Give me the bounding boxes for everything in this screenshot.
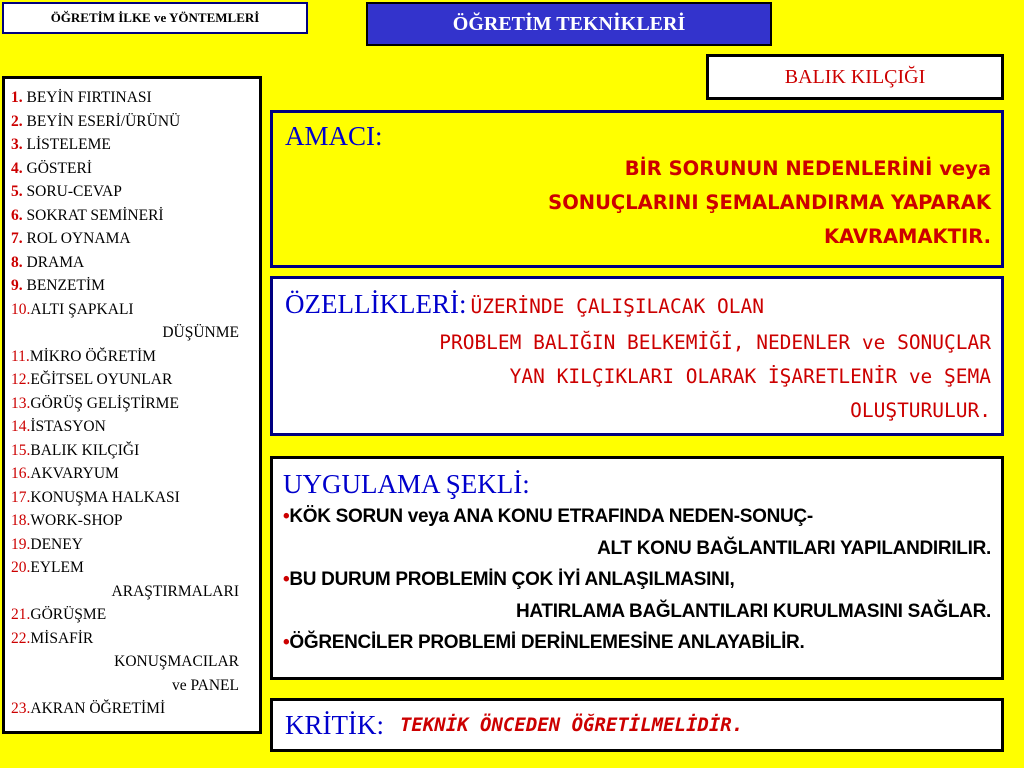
list-item: 8. DRAMA <box>11 253 85 271</box>
critical-box <box>270 698 1004 752</box>
list-item: 13.GÖRÜŞ GELİŞTİRME <box>11 394 179 412</box>
features-heading: ÖZELLİKLERİ: <box>285 289 467 319</box>
list-item: 5. SORU-CEVAP <box>11 183 122 200</box>
bullet-continuation: HATIRLAMA BAĞLANTILARI KURULMASINI SAĞLAR. <box>515 600 991 622</box>
list-item: 3. LİSTELEME <box>11 136 111 153</box>
list-item: 9. BENZETİM <box>11 277 105 294</box>
list-item: 6. SOKRAT SEMİNERİ <box>11 206 164 224</box>
list-item: 14.İSTASYON <box>11 418 106 435</box>
features-text: ÜZERİNDE ÇALIŞILACAK OLAN <box>470 295 764 318</box>
list-item: 7. ROL OYNAMA <box>11 230 131 247</box>
list-item: 1. BEYİN FIRTINASI <box>11 89 152 106</box>
list-item: 16.AKVARYUM <box>11 465 119 482</box>
list-item: 11.MİKRO ÖĞRETİM <box>11 347 156 365</box>
list-item: 15.BALIK KILÇIĞI <box>11 441 140 459</box>
page-subtitle: BALIK KILÇIĞI <box>784 65 926 88</box>
bullet-continuation: ALT KONU BAĞLANTILARI YAPILANDIRILIR. <box>597 537 991 559</box>
list-item: 18.WORK-SHOP <box>11 512 123 529</box>
list-item: 20.EYLEM ARAŞTIRMALARI <box>11 559 239 600</box>
list-item: 23.AKRAN ÖĞRETİMİ <box>11 700 166 717</box>
bullet-icon: • <box>283 632 290 653</box>
list-item: 21.GÖRÜŞME <box>11 606 107 623</box>
application-box <box>270 456 1004 680</box>
section-label: ÖĞRETİM İLKE ve YÖNTEMLERİ <box>50 10 260 25</box>
list-item: 22.MİSAFİR KONUŞMACILAR ve PANEL <box>11 629 239 694</box>
list-item: 10.ALTI ŞAPKALI DÜŞÜNME <box>11 300 239 341</box>
list-item: 12.EĞİTSEL OYUNLAR <box>11 371 173 388</box>
section-label-box <box>2 2 308 34</box>
critical-text: TEKNİK ÖNCEDEN ÖĞRETİLMELİDİR. <box>399 714 744 736</box>
list-item: 4. GÖSTERİ <box>11 159 92 177</box>
features-box <box>270 276 1004 436</box>
bullet-item: •ÖĞRENCİLER PROBLEMİ DERİNLEMESİNE ANLAYABİLİR. <box>283 632 805 653</box>
technique-list-box <box>2 76 262 734</box>
technique-list <box>11 86 259 721</box>
bullet-item: •BU DURUM PROBLEMİN ÇOK İYİ ANLAŞILMASINI, <box>283 569 735 590</box>
list-item: 19.DENEY <box>11 535 83 553</box>
purpose-box <box>270 110 1004 268</box>
title-box <box>366 2 772 46</box>
page-title: ÖĞRETİM TEKNİKLERİ <box>452 12 686 35</box>
bullet-item: •KÖK SORUN veya ANA KONU ETRAFINDA NEDEN-SONUÇ- <box>283 506 813 527</box>
critical-heading: KRİTİK: <box>285 709 384 740</box>
bullet-icon: • <box>283 569 290 590</box>
bullet-icon: • <box>283 506 290 527</box>
list-item: 2. BEYİN ESERİ/ÜRÜNÜ <box>11 112 181 130</box>
purpose-text: BİR SORUNUN NEDENLERİNİ veya SONUÇLARINI ŞEMALANDIRMA YAPARAK KAVRAMAKTIR. <box>548 157 991 248</box>
features-text: OLUŞTURULUR. <box>850 399 991 422</box>
purpose-heading: AMACI: <box>285 121 383 151</box>
subtitle-box <box>706 54 1004 100</box>
application-heading: UYGULAMA ŞEKLİ: <box>283 469 530 499</box>
features-text: YAN KILÇIKLARI OLARAK İŞARETLENİR ve ŞEMA <box>509 365 991 388</box>
list-item: 17.KONUŞMA HALKASI <box>11 488 180 506</box>
features-text: PROBLEM BALIĞIN BELKEMİĞİ, NEDENLER ve SONUÇLAR <box>439 331 991 354</box>
